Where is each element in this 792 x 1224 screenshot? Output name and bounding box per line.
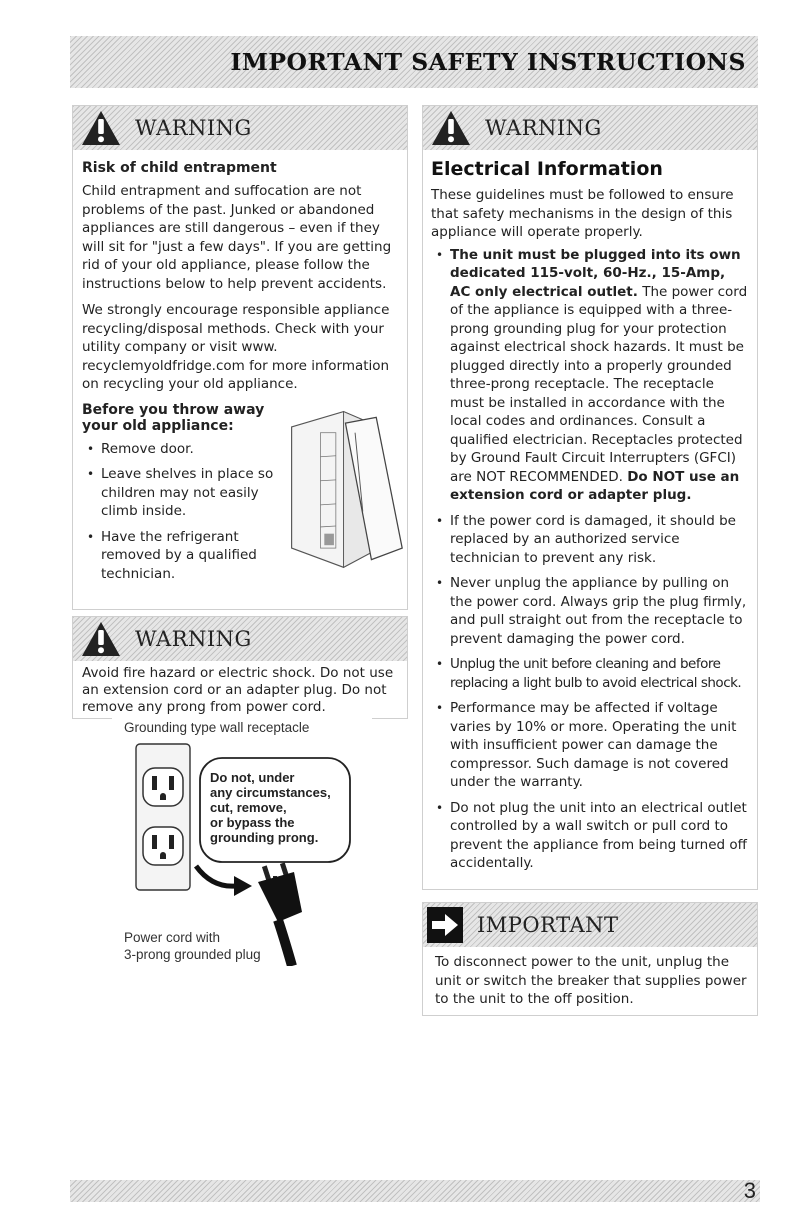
electrical-heading: Electrical Information [431, 158, 663, 180]
electrical-information-warning-box [422, 105, 758, 890]
grounding-diagram [112, 716, 372, 966]
warning-banner [73, 106, 407, 150]
child-entrapment-warning-box [72, 105, 408, 610]
extension-cord-prohibition: Do NOT use an extension cord or adapter plug. [450, 468, 740, 503]
recycling-paragraph: We strongly encourage responsible appliance recycling/disposal methods. Check with your utility company or visit www. recyclemyoldfridge.com for more information on recycling your old appliance. [82, 302, 390, 392]
arrow-right-icon [427, 907, 463, 943]
disposal-section [82, 402, 399, 584]
callout-line-3: cut, remove, [210, 800, 287, 815]
disposal-subheading-line-1: Before you throw away [82, 401, 265, 418]
important-label: IMPORTANT [477, 913, 619, 937]
list-item [431, 246, 749, 505]
warning-triangle-icon [81, 621, 121, 657]
power-cord-label-line-2: 3-prong grounded plug [124, 947, 261, 962]
child-entrapment-heading: Risk of child entrapment [82, 160, 277, 176]
warning-triangle-icon [81, 110, 121, 146]
electrical-intro: These guidelines must be followed to ensure that safety mechanisms in the design of this appliance will operate properly. [431, 187, 734, 240]
warning-triangle-icon [431, 110, 471, 146]
fire-hazard-warning-box [72, 616, 408, 719]
warning-banner [73, 617, 407, 661]
page-title: IMPORTANT SAFETY INSTRUCTIONS [230, 48, 746, 76]
list-item: • Remove door. [82, 440, 282, 459]
lower-receptacle [143, 827, 183, 865]
dedicated-outlet-requirement: The unit must be plugged into its own dedicated 115-volt, 60-Hz., 15-Amp, AC only electrical outlet. [450, 246, 741, 300]
important-text: To disconnect power to the unit, unplug the unit or switch the breaker that supplies power to the unit to the off position. [435, 954, 747, 1007]
upper-receptacle [143, 768, 183, 806]
page-number: 3 [743, 1178, 756, 1203]
child-entrapment-paragraph: Child entrapment and suffocation are not problems of the past. Junked or abandoned appliances are still dangerous – even if they will sit for "just a few days". If you are getting rid of your old appliance, please follow the instructions below to help prevent accidents. [82, 183, 392, 292]
header-band [70, 36, 758, 88]
grounding-plug-details: The power cord of the appliance is equipped with a three-prong grounding plug for your protection against electrical shock hazards. It must be plugged directly into a properly grounded three-prong receptacle. The receptacle must be installed in accordance with the local codes and ordinances. Consult a qualified electrician. Receptacles protected by Ground Fault Circuit Interrupters (GFCI) are NOT RECOMMENDED. [450, 283, 748, 485]
important-banner [423, 903, 757, 947]
warning-label: WARNING [135, 116, 252, 140]
power-cord-label-line-1: Power cord with [124, 930, 221, 945]
warning-label: WARNING [485, 116, 602, 140]
fire-hazard-text: Avoid fire hazard or electric shock. Do not use an extension cord or an adapter plug. Do not remove any prong from power cord. [82, 665, 394, 715]
callout-line-2: any circumstances, [210, 785, 331, 800]
disposal-list [82, 440, 282, 584]
list-item: • Leave shelves in place so children may not easily climb inside. [82, 465, 282, 521]
warning-label: WARNING [135, 627, 252, 651]
grounding-receptacle-label: Grounding type wall receptacle [124, 720, 310, 735]
list-item: • Unplug the unit before cleaning and before replacing a light bulb to avoid electrical shock. [431, 655, 749, 692]
wall-outlet-plate [136, 744, 190, 890]
important-notice-box [422, 902, 758, 1016]
list-item: • Have the refrigerant removed by a qualified technician. [82, 528, 282, 584]
disposal-subheading-line-2: your old appliance: [82, 417, 234, 434]
refrigerator-illustration [282, 402, 407, 574]
list-item: • If the power cord is damaged, it should be replaced by an authorized service technician to prevent any risk. [431, 512, 749, 568]
disposal-text [82, 402, 282, 584]
callout-line-5: grounding prong. [210, 830, 319, 845]
electrical-list [431, 246, 749, 873]
disposal-subheading [82, 402, 282, 434]
list-item: • Never unplug the appliance by pulling on the power cord. Always grip the plug firmly, and pull straight out from the receptacle to prevent damaging the power cord. [431, 574, 749, 648]
warning-content [73, 160, 407, 583]
callout-line-4: or bypass the [210, 815, 295, 830]
warning-banner [423, 106, 757, 150]
electrical-content [423, 158, 757, 873]
list-item: • Performance may be affected if voltage varies by 10% or more. Operating the unit with insufficient power can damage the compressor. Such damage is not covered under the warranty. [431, 699, 749, 792]
footer-band [70, 1180, 760, 1202]
list-item: • Do not plug the unit into an electrical outlet controlled by a wall switch or pull cord to prevent the appliance from being turned off accidentally. [431, 799, 749, 873]
callout-line-1: Do not, under [210, 770, 295, 785]
